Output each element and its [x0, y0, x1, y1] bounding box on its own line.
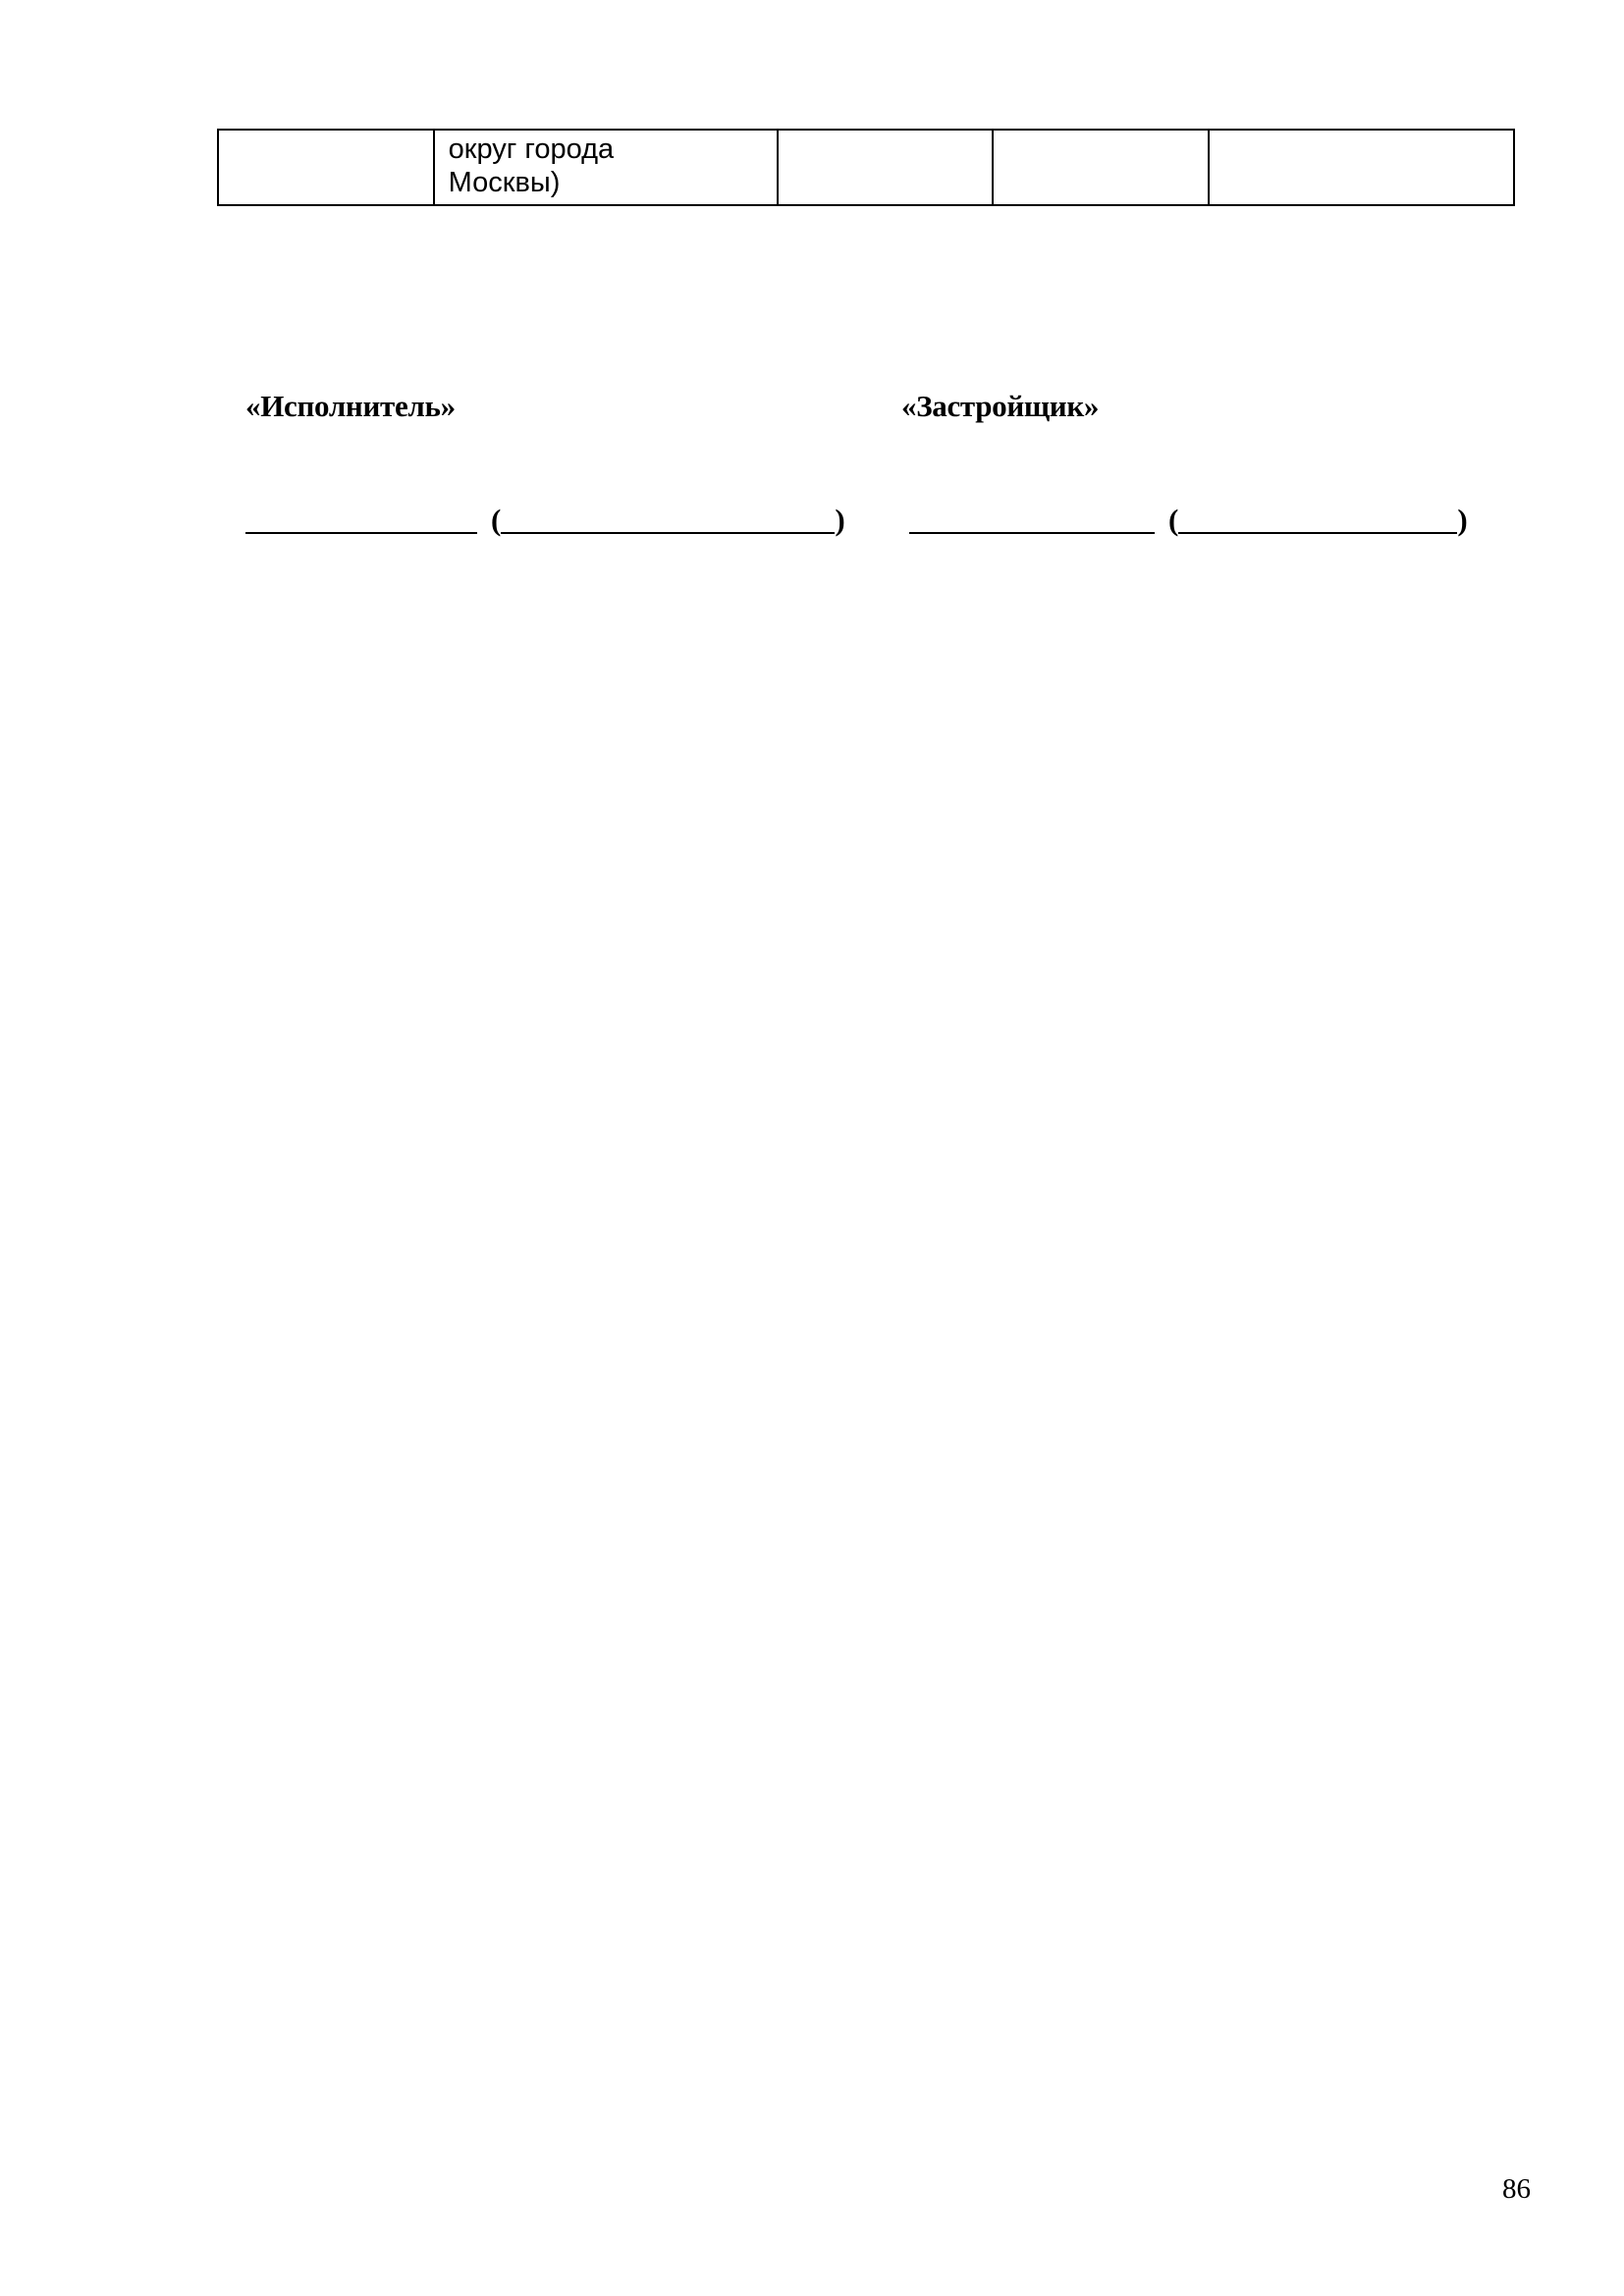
- open-paren: (: [1168, 503, 1179, 537]
- table-cell-2: [434, 130, 778, 205]
- table-cell-5: [1209, 130, 1514, 205]
- signature-block-developer: [909, 501, 1468, 540]
- party-label-executor: «Исполнитель»: [245, 389, 456, 423]
- table-fragment: [217, 129, 1515, 206]
- table-cell-2-text: округ города Москвы): [448, 133, 615, 198]
- close-paren: ): [835, 503, 845, 537]
- signature-line: [909, 503, 1155, 534]
- table-row: [218, 130, 1514, 205]
- signature-line: [245, 503, 477, 534]
- table-cell-3: [778, 130, 994, 205]
- party-label-developer: «Застройщик»: [901, 389, 1100, 423]
- name-line: [501, 503, 835, 534]
- page-number: 86: [1502, 2173, 1531, 2205]
- open-paren: (: [491, 503, 502, 537]
- table-cell-1: [218, 130, 434, 205]
- close-paren: ): [1457, 503, 1468, 537]
- signature-block-executor: [245, 501, 845, 540]
- name-line: [1178, 503, 1457, 534]
- table-cell-4: [993, 130, 1209, 205]
